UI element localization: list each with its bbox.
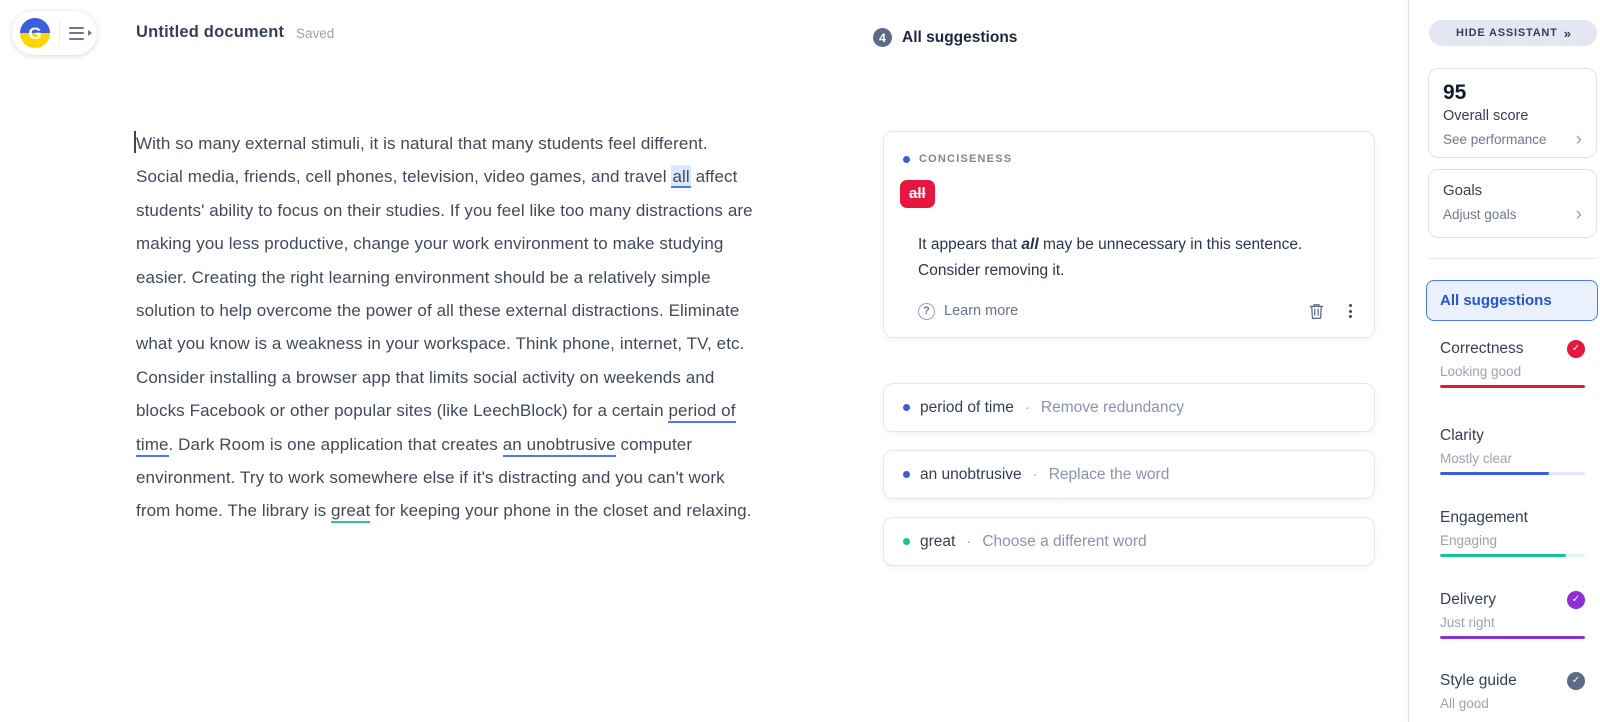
marked-word[interactable]: an unobtrusive: [503, 435, 616, 457]
document-run: . Dark Room is one application that creates: [168, 434, 503, 454]
overall-score-label: Overall score: [1443, 108, 1529, 124]
category-style-guide[interactable]: [1440, 671, 1585, 711]
category-progress-bar: [1440, 636, 1585, 639]
suggestion-action: Remove redundancy: [1040, 398, 1184, 416]
grammarly-logo-icon[interactable]: G: [20, 18, 50, 48]
progress-fill: [1440, 554, 1566, 557]
document-run: computer environment. Try to work somewhere else if it's distracting and you can't work from home. The library is: [136, 434, 725, 521]
logo-pill: [12, 11, 97, 55]
category-dot-icon: [903, 156, 910, 163]
check-badge-icon: ✓: [1567, 340, 1585, 358]
separator-dot: ·: [1032, 466, 1038, 483]
category-status: Mostly clear: [1440, 451, 1513, 466]
save-status: Saved: [296, 26, 335, 41]
suggestion-card-collapsed[interactable]: [883, 517, 1375, 566]
suggestion-list: [883, 383, 1375, 566]
body-text: may be unnecessary in this sentence. Consider removing it.: [918, 236, 1303, 279]
document-title[interactable]: Untitled document: [136, 23, 285, 41]
marked-word[interactable]: all: [672, 167, 690, 187]
overall-score-card[interactable]: [1428, 68, 1597, 158]
hide-assistant-button[interactable]: [1429, 20, 1597, 46]
hamburger-icon: [69, 27, 84, 40]
category-name: Clarity: [1440, 426, 1484, 444]
suggestions-title: All suggestions: [902, 28, 1018, 46]
assistant-sidebar: [1408, 0, 1600, 722]
more-options-button[interactable]: [1347, 302, 1354, 320]
category-status: All good: [1440, 696, 1489, 711]
divider: [59, 21, 60, 45]
category-clarity[interactable]: [1440, 426, 1585, 475]
category-name: Style guide: [1440, 671, 1517, 689]
progress-fill: [1440, 472, 1549, 475]
chevron-right-icon: ›: [1575, 128, 1582, 150]
category-progress-bar: [1440, 385, 1585, 388]
dismiss-suggestion-button[interactable]: [1308, 302, 1325, 320]
suggestions-header: [873, 28, 1017, 47]
document-run: for keeping your phone in the closet and relaxing.: [370, 501, 752, 521]
suggestion-card-conciseness[interactable]: [883, 131, 1375, 338]
marked-word[interactable]: period of time: [136, 401, 736, 456]
adjust-goals-link[interactable]: Adjust goals: [1443, 207, 1517, 222]
progress-fill: [1440, 385, 1585, 388]
document-run: With so many external stimuli, it is natural that many students feel different. Social media, friends, cell phones, television, video games, and travel: [136, 134, 708, 187]
category-delivery[interactable]: [1440, 590, 1585, 639]
suggestion-phrase: period of time: [920, 398, 1014, 416]
category-label: CONCISENESS: [919, 153, 1013, 165]
separator-dot: ·: [966, 533, 972, 550]
category-progress-bar: [1440, 472, 1585, 475]
category-status: Just right: [1440, 615, 1495, 630]
remove-word-chip[interactable]: all: [900, 180, 935, 208]
check-badge-icon: ✓: [1567, 672, 1585, 690]
category-name: Engagement: [1440, 508, 1528, 526]
category-progress-bar: [1440, 554, 1585, 557]
category-dot-icon: [903, 538, 910, 545]
see-performance-link[interactable]: See performance: [1443, 132, 1547, 147]
double-chevron-right-icon: »: [1563, 25, 1570, 41]
category-status: Looking good: [1440, 364, 1522, 379]
help-icon: ?: [918, 303, 935, 320]
suggestion-phrase: an unobtrusive: [920, 465, 1022, 483]
document-run: affect students' ability to focus on their studies. If you feel like too many distractions are making you less productive, change your work environment to make studying easier. Creating the right learning environment should be a relatively simple solution to help overcome the power of all these external distractions. Eliminate what you know is a weakness in your workspace. Think phone, internet, TV, etc. Consider installing a browser app that limits social activity on weekends and blocks Facebook or other popular sites (like LeechBlock) for a certain: [136, 167, 753, 421]
suggestion-card-collapsed[interactable]: [883, 383, 1375, 432]
category-engagement[interactable]: [1440, 508, 1585, 557]
overall-score-value: 95: [1443, 81, 1467, 104]
body-text: It appears that: [918, 236, 1022, 253]
category-name: Delivery: [1440, 590, 1496, 608]
category-dot-icon: [903, 404, 910, 411]
divider: [1428, 258, 1597, 259]
suggestion-action: Choose a different word: [982, 532, 1147, 550]
trash-icon: [1308, 302, 1325, 320]
progress-fill: [1440, 636, 1585, 639]
goals-title: Goals: [1443, 182, 1483, 199]
suggestion-body: [918, 232, 1338, 284]
category-correctness[interactable]: [1440, 339, 1585, 388]
suggestions-count-badge: 4: [873, 28, 892, 47]
learn-more-link[interactable]: Learn more: [944, 303, 1019, 319]
emphasized-word: all: [1021, 236, 1039, 253]
suggestion-card-collapsed[interactable]: [883, 450, 1375, 499]
chevron-right-icon: ›: [1575, 203, 1582, 225]
check-badge-icon: ✓: [1567, 591, 1585, 609]
hide-assistant-label: HIDE ASSISTANT: [1456, 27, 1558, 39]
suggestion-action: Replace the word: [1048, 465, 1170, 483]
category-status: Engaging: [1440, 533, 1498, 548]
goals-card[interactable]: [1428, 169, 1597, 238]
separator-dot: ·: [1024, 399, 1030, 416]
menu-arrow-icon: [88, 30, 92, 36]
suggestion-phrase: great: [920, 532, 956, 550]
document-text[interactable]: [136, 127, 754, 528]
tab-all-suggestions[interactable]: All suggestions: [1426, 280, 1598, 321]
marked-word[interactable]: great: [331, 501, 370, 523]
category-dot-icon: [903, 471, 910, 478]
category-name: Correctness: [1440, 339, 1524, 357]
main-menu-button[interactable]: [69, 27, 92, 40]
